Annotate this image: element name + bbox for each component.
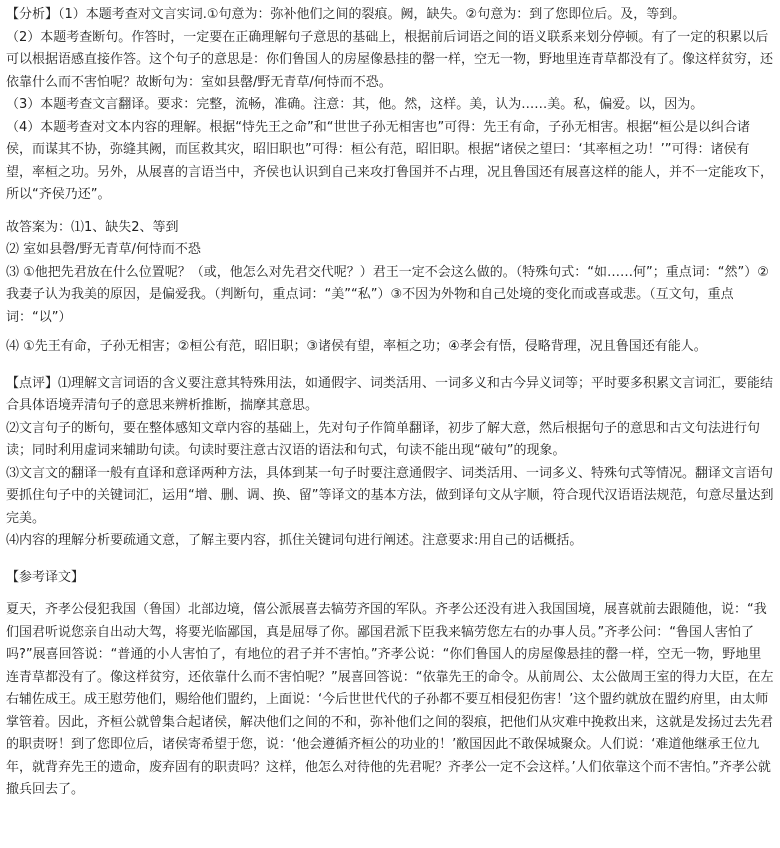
answers-section <box>6 217 774 359</box>
analysis-part-4: （4）本题考查对文本内容的理解。根据“恃先王之命”和“世世子孙无相害也”可得：先王有命，子孙无相害。根据“桓公是以纠合诸侯，而谋其不协，弥缝其阙，而匡救其灾，昭旧职也”可得：桓公有范，昭旧职。根据“诸侯之望曰：‘其率桓之功！’”可得：诸侯有望，率桓之功。另外，从展喜的言语当中，齐侯也认识到自己来攻打鲁国并不占理，况且鲁国还有展喜这样的能人，并不一定能攻下，所以“齐侯乃还”。 <box>6 119 774 202</box>
comment-section <box>6 373 774 553</box>
spacer <box>6 553 774 567</box>
analysis-part-2: （2）本题考查断句。作答时，一定要在正确理解句子意思的基础上，根据前后词语之间的语义联系来划分停顿。有了一定的积累以后可以根据语感直接作答。这个句子的意思是：你们鲁国人的房屋像悬挂的罄一样，空无一物，野地里连青草都没有了。像这样贫穷，还依靠什么而不害怕呢？故断句为：室如县罄/野无青草/何恃而不恐。 <box>6 29 774 90</box>
answer-4: ⑷ ①先王有命，子孙无相害；②桓公有范，昭旧职；③诸侯有望，率桓之功；④孝会有悟，侵略背理，况且鲁国还有能人。 <box>6 339 707 354</box>
translation-heading: 【参考译文】 <box>6 569 85 585</box>
analysis-part-1: 【分析】（1）本题考查对文言实词.①句意为：弥补他们之间的裂痕。阙，缺失。②句意为：到了您即位后。及，等到。 <box>6 7 686 22</box>
comment-2: ⑵文言句子的断句，要在整体感知文章内容的基础上，先对句子作简单翻译，初步了解大意，然后根据句子的意思和古文句法进行句读；同时利用虚词来辅助句读。句读时要注意古汉语的语法和句式，句读不能出现“破句”的现象。 <box>6 420 761 458</box>
answer-2: ⑵ 室如县磬/野无青草/何恃而不恐 <box>6 242 201 257</box>
translation-body: 夏天，齐孝公侵犯我国（鲁国）北部边境，僖公派展喜去犒劳齐国的军队。齐孝公还没有进入我国国境，展喜就前去跟随他，说：“我们国君听说您亲自出动大驾，将要光临鄙国，真是屈辱了你。鄙国君派下臣我来犒劳您左右的办事人员。”齐孝公问：“鲁国人害怕了吗?”展喜回答说：“普通的小人害怕了，有地位的君子并不害怕。”齐孝公说：“你们鲁国人的房屋像悬挂的罄一样，空无一物，野地里连青草都没有了。像这样贫穷，还依靠什么而不害怕呢？”展喜回答说：“依靠先王的命令。从前周公、太公做周王室的得力大臣，在左右辅佐成王。成王慰劳他们，赐给他们盟约，上面说：‘今后世世代代的子孙都不要互相侵犯伤害！’这个盟约就放在盟约府里，由太师掌管着。因此，齐桓公就曾集合起诸侯，解决他们之间的不和，弥补他们之间的裂痕，把他们从灾难中挽救出来，这就是发扬过去先君的职责呀！到了您即位后，诸侯寄希望于您，说：‘他会遵循齐桓公的功业的！’敝国因此不敢保城聚众。人们说：‘难道他继承王位九年，就背弃先王的遗命，废弃固有的职责吗？这样，他怎么对待他的先君呢？齐孝公一定不会这样。’人们依靠这个而不害怕。”齐孝公就撤兵回去了。 <box>6 602 774 797</box>
analysis-part-3: （3）本题考查文言翻译。要求：完整，流畅，准确。注意：其，他。然，这样。美，认为……美。私，偏爱。以，因为。 <box>6 97 704 112</box>
spacer <box>6 207 774 217</box>
spacer <box>6 359 774 373</box>
comment-1: 【点评】⑴理解文言词语的含义要注意其特殊用法，如通假字、词类活用、一词多义和古今异义词等；平时要多积累文言词汇，要能结合具体语境弄清句子的意思来辨析推断，揣摩其意思。 <box>6 375 774 413</box>
translation-section <box>6 567 774 802</box>
answer-3: ⑶ ①他把先君放在什么位置呢？（或，他怎么对先君交代呢？）君王一定不会这么做的。（特殊句式：“如……何”；重点词：“然”）②我妻子认为我美的原因，是偏爱我。（判断句，重点词：“美”“私”）③不因为外物和自己处境的变化而或喜或悲。（互文句，重点词：“以”） <box>6 264 769 325</box>
comment-4: ⑷内容的理解分析要疏通文意，了解主要内容，抓住关键词句进行阐述。注意要求:用自己的话概括。 <box>6 533 583 548</box>
spacer <box>6 329 774 336</box>
spacer <box>6 589 774 599</box>
answer-1: 故答案为：⑴1、缺失2、等到 <box>6 219 179 235</box>
analysis-section <box>6 4 774 207</box>
comment-3: ⑶文言文的翻译一般有直译和意译两种方法，具体到某一句子时要注意通假字、词类活用、一词多义、特殊句式等情况。翻译文言语句要抓住句子中的关键词汇，运用“增、删、调、换、留”等译文的基本方法，做到译句文从字顺，符合现代汉语语法规范，句意尽量达到完美。 <box>6 465 774 526</box>
